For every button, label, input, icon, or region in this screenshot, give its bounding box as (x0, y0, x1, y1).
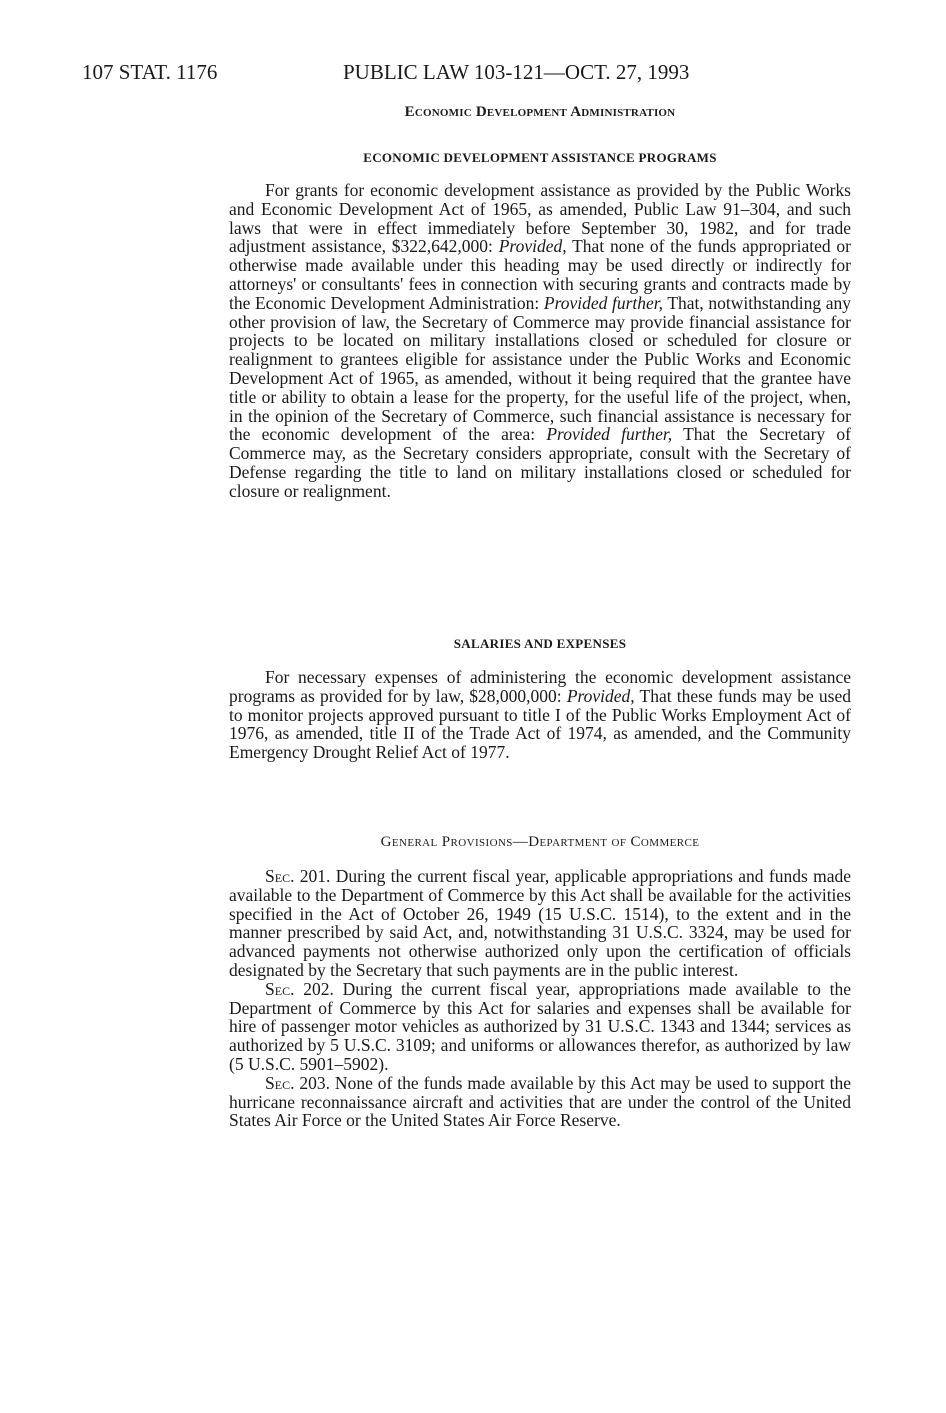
paragraph-text: That, notwithstanding any other provision of law, the Secretary of Commerce may provide financial assistance for projects to be located on military installations closed or scheduled for closure or realignment to grantees eligible for assistance under the Public Works and Economic Development Act of 1965, as amended, without it being required that the grantee have title or ability to obtain a lease for the property, for the useful life of the project, when, in the opinion of the Secretary of Commerce, such financial assistance is necessary for the economic development of the area: (229, 292, 852, 445)
proviso-label: Provided, (566, 685, 635, 706)
paragraph-text: That these funds may be used to monitor projects approved pursuant to title I of the Public Works Employment Act of 1976, as amended, title II of the Trade Act of 1974, as amended, and the Community Emergency Drought Relief Act of 1977. (229, 685, 851, 763)
running-head: PUBLIC LAW 103-121—OCT. 27, 1993 (343, 60, 690, 84)
assistance-programs-heading: ECONOMIC DEVELOPMENT ASSISTANCE PROGRAMS (363, 150, 717, 165)
salaries-paragraph (229, 668, 851, 762)
sec-202-paragraph (229, 980, 851, 1074)
stat-citation: 107 STAT. 1176 (82, 60, 218, 84)
proviso-label: Provided further, (543, 292, 664, 313)
paragraph-text: That none of the funds appropriated or otherwise made available under this heading may be used directly or indirectly for attorneys' or consultants' fees in connection with securing grants and contracts made by the Economic Development Administration: (229, 236, 851, 313)
sec-203-label: Sec. 203. (265, 1072, 330, 1093)
paragraph-text: During the current fiscal year, applicable appropriations and funds made available to the Department of Commerce by this Act shall be available for the activities specified in the Act of October 26, 1949 (15 U.S.C. 1514), to the extent and in the manner prescribed by said Act, and, notwithstanding 31 U.S.C. 3324, may be used for advanced payments not otherwise authorized only upon the certification of officials designated by the Secretary that such payments are in the public interest. (229, 866, 851, 980)
salaries-body (229, 668, 851, 762)
sec-201-paragraph (229, 867, 851, 980)
sec-203-paragraph (229, 1074, 851, 1130)
sec-202-label: Sec. 202. (265, 978, 334, 999)
paragraph-text: For grants for economic development assistance as provided by the Public Works and Economic Development Act of 1965, as amended, Public Law 91–304, and such laws that were in effect immediately before September 30, 1982, and for trade adjustment assistance, $322,642,000: (229, 180, 851, 257)
agency-heading: Economic Development Administration (404, 104, 676, 120)
proviso-label: Provided further, (546, 424, 673, 445)
assistance-programs-paragraph (229, 181, 851, 501)
sec-201-label: Sec. 201. (265, 866, 331, 886)
general-provisions-body (229, 867, 851, 1130)
page-header (82, 60, 872, 90)
assistance-programs-body (229, 181, 851, 501)
paragraph-text: For necessary expenses of administering the economic development assistance programs as provided for by law, $28,000,000: (229, 667, 851, 706)
paragraph-text: That the Secretary of Commerce may, as the Secretary considers appropriate, consult with the Secretary of Defense regarding the title to land on military installations closed or scheduled for closure or realignment. (229, 424, 851, 501)
proviso-label: Provided, (498, 236, 567, 257)
general-provisions-heading: General Provisions—Department of Commerce (380, 834, 700, 850)
paragraph-text: None of the funds made available by this Act may be used to support the hurricane reconnaissance aircraft and activities that are under the control of the United States Air Force or the United States Air Force Reserve. (229, 1072, 851, 1131)
paragraph-text: During the current fiscal year, appropriations made available to the Department of Commerce by this Act for salaries and expenses shall be available for hire of passenger motor vehicles as authorized by 31 U.S.C. 1343 and 1344; services as authorized by 5 U.S.C. 3109; and uniforms or allowances therefor, as authorized by law (5 U.S.C. 5901–5902). (229, 978, 851, 1074)
salaries-heading: SALARIES AND EXPENSES (453, 636, 627, 651)
